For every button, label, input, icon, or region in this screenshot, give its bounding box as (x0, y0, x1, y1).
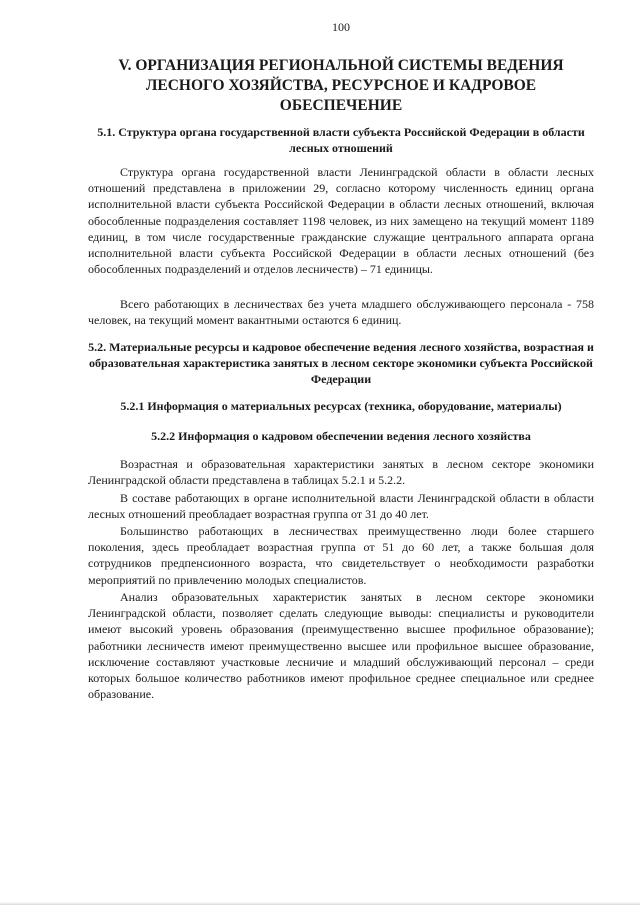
section-5-2-1-heading: 5.2.1 Информация о материальных ресурсах (техника, оборудование, материалы) (120, 399, 562, 413)
section-5-2-2-paragraph-3: Большинство работающих в лесничествах преимущественно люди более старшего поколения, здесь преобладает возрастная группа от 51 до 60 лет, а также большая доля сотрудников предпенсионного возраста, что свидетельствует о необходимости разработки мероприятий по привлечению молодых специалистов. (88, 524, 594, 587)
section-5-2-2-paragraph-2: В составе работающих в органе исполнительной власти Ленинградской области в области лесных отношений преобладает возрастная группа от 31 до 40 лет. (88, 491, 594, 522)
section-5-1-paragraph-1: Структура органа государственной власти Ленинградской области в области лесных отношений представлена в приложении 29, согласно которому численность единиц органа исполнительной власти субъекта Российской Федерации в области лесных отношений, включая обособленные подразделения составляет 1198 человек, из них замещено на текущий момент 1189 единиц, в том числе государственные гражданские служащие центрального аппарата органа исполнительной власти субъекта Российской Федерации в области лесных отношений (без обособленных подразделений и отделов лесничеств) – 71 единицы. (88, 165, 594, 277)
section-5-1-heading: 5.1. Структура органа государственной власти субъекта Российской Федерации в области лесных отношений (97, 125, 585, 155)
chapter-title: V. ОРГАНИЗАЦИЯ РЕГИОНАЛЬНОЙ СИСТЕМЫ ВЕДЕНИЯ ЛЕСНОГО ХОЗЯЙСТВА, РЕСУРСНОЕ И КАДРОВОЕ ОБЕСПЕЧЕНИЕ (118, 57, 564, 114)
section-5-2-2-heading: 5.2.2 Информация о кадровом обеспечении ведения лесного хозяйства (151, 429, 531, 443)
section-5-2-2-paragraph-1: Возрастная и образовательная характеристики занятых в лесном секторе экономики Ленинградской области представлена в таблицах 5.2.1 и 5.2.2. (88, 457, 594, 488)
section-5-1-paragraph-2: Всего работающих в лесничествах без учета младшего обслуживающего персонала - 758 человек, на текущий момент вакантными остаются 6 единиц. (88, 297, 594, 328)
page-number: 100 (332, 20, 350, 34)
section-5-2-2-paragraph-4: Анализ образовательных характеристик занятых в лесном секторе экономики Ленинградской области, позволяет сделать следующие выводы: специалисты и руководители имеют высокий уровень образования (преимущественно высшее профильное образование); работники лесничеств имеют преимущественно высшее или профильное высшее образование, исключение составляют участковые лесничие и младший обслуживающий персонал – среди которых большое количество работников имеют профильное среднее специальное или среднее образование. (88, 590, 594, 702)
section-5-2-heading: 5.2. Материальные ресурсы и кадровое обеспечение ведения лесного хозяйства, возрастная и образовательная характеристика занятых в лесном секторе экономики субъекта Российской Федерации (88, 340, 594, 386)
